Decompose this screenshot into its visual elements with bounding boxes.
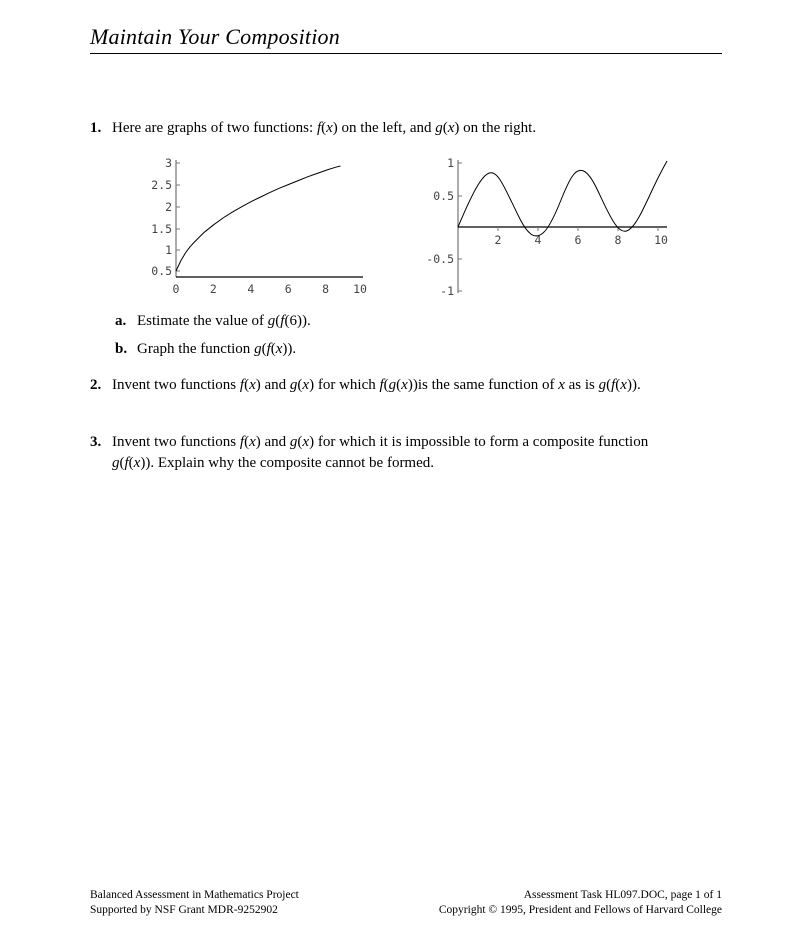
footer-right xyxy=(439,888,722,918)
f-xtick-8: 8 xyxy=(322,282,330,296)
q1-part-2: ( xyxy=(321,120,327,136)
q3-math-x3: x xyxy=(133,455,141,471)
q2-math-x4: x xyxy=(558,377,565,393)
q1-math-x1: x xyxy=(326,120,333,136)
q1-math-g: g xyxy=(435,120,443,136)
f-curve xyxy=(176,166,341,271)
q1-part-4: ( xyxy=(442,120,448,136)
q2-part-8: ))is the same function of xyxy=(407,377,559,393)
footer-left-line-2: Supported by NSF Grant MDR-9252902 xyxy=(90,904,278,916)
qb-part-4: )). xyxy=(282,341,297,357)
q3-part-2: ( xyxy=(244,434,250,450)
q2-part-1: Invent two functions xyxy=(112,377,240,393)
q3-part-5: ) for which it is impossible to form a composite function xyxy=(309,434,649,450)
f-ytick-2.5: 2.5 xyxy=(151,178,172,192)
q2-part-4: ( xyxy=(297,377,303,393)
question-3-number: 3. xyxy=(90,434,102,450)
q3-math-f1: f xyxy=(239,434,245,450)
f-xtick-2: 2 xyxy=(209,282,217,296)
figure-f-graph xyxy=(140,152,380,304)
question-2 xyxy=(90,375,690,396)
q2-math-g3: g xyxy=(598,377,607,393)
f-xtick-6: 6 xyxy=(284,282,292,296)
q1-math-f: f xyxy=(316,120,322,136)
title-divider xyxy=(90,53,722,54)
q2-part-12: )). xyxy=(626,377,641,393)
q2-math-x5: x xyxy=(620,377,627,393)
qb-math-x: x xyxy=(275,341,283,357)
question-3-text xyxy=(112,432,690,474)
q2-math-f3: f xyxy=(611,377,616,393)
question-1-text xyxy=(112,118,536,139)
footer-left-line-1: Balanced Assessment in Mathematics Project xyxy=(90,889,299,901)
q3-math-g1: g xyxy=(289,434,298,450)
f-ytick-2: 2 xyxy=(165,200,172,214)
g-xtick-10: 10 xyxy=(654,233,668,247)
f-xtick-0: 0 xyxy=(172,282,180,296)
q2-math-x2: x xyxy=(302,377,310,393)
document-header xyxy=(90,24,722,54)
q2-part-3: ) and xyxy=(255,377,290,393)
q2-part-9: as is xyxy=(564,377,599,393)
question-1-number: 1. xyxy=(90,120,102,136)
q2-math-g1: g xyxy=(289,377,298,393)
g-ytick-neg0.5: -0.5 xyxy=(426,252,454,266)
q1-part-1: Here are graphs of two functions: xyxy=(112,120,317,136)
question-1a xyxy=(115,311,535,332)
qa-part-3: (6)). xyxy=(284,313,311,329)
page-title: Maintain Your Composition xyxy=(90,24,340,49)
g-xtick-2: 2 xyxy=(494,233,502,247)
q2-math-f2: f xyxy=(379,377,384,393)
footer-right-line-2: Copyright © 1995, President and Fellows of Harvard College xyxy=(438,904,722,916)
f-xtick-10: 10 xyxy=(353,282,367,296)
qb-part-1: Graph the function xyxy=(137,341,255,357)
g-xtick-8: 8 xyxy=(614,233,622,247)
q3-math-f2: f xyxy=(124,455,129,471)
figure-g-graph xyxy=(420,152,685,304)
q3-math-x2: x xyxy=(302,434,310,450)
q3-math-x1: x xyxy=(249,434,256,450)
q2-part-10: ( xyxy=(606,377,612,393)
q1-math-x2: x xyxy=(447,120,455,136)
q3-part-6: ( xyxy=(119,455,125,471)
question-2-text xyxy=(112,375,641,396)
qb-part-2: ( xyxy=(261,341,267,357)
footer-right-line-1: Assessment Task HL097.DOC, page 1 of 1 xyxy=(523,889,722,901)
qb-math-f: f xyxy=(266,341,271,357)
q2-math-g2: g xyxy=(388,377,397,393)
q2-math-f1: f xyxy=(239,377,245,393)
q3-part-8: )). Explain why the composite cannot be formed. xyxy=(140,455,435,471)
g-ytick-0.5: 0.5 xyxy=(433,189,454,203)
question-1a-letter: a. xyxy=(115,313,127,329)
f-ytick-3: 3 xyxy=(165,156,172,170)
q2-part-2: ( xyxy=(244,377,250,393)
q2-part-11: ( xyxy=(615,377,621,393)
q3-part-1: Invent two functions xyxy=(112,434,240,450)
qb-part-3: ( xyxy=(270,341,276,357)
g-xtick-6: 6 xyxy=(574,233,582,247)
q1-part-5: ) on the right. xyxy=(454,120,537,136)
question-1 xyxy=(90,118,730,139)
g-ytick-1: 1 xyxy=(447,156,454,170)
q3-part-3: ) and xyxy=(255,434,290,450)
footer-left xyxy=(90,888,299,918)
q2-math-x1: x xyxy=(249,377,256,393)
question-1b-letter: b. xyxy=(115,341,128,357)
f-ytick-1.5: 1.5 xyxy=(151,222,172,236)
g-graph-svg xyxy=(420,152,685,304)
g-curve xyxy=(458,161,667,236)
qb-math-g: g xyxy=(254,341,262,357)
f-graph-svg xyxy=(140,152,380,304)
g-xtick-4: 4 xyxy=(534,233,542,247)
q3-math-g2: g xyxy=(112,455,120,471)
q2-part-6: ( xyxy=(383,377,389,393)
qa-math-g: g xyxy=(267,313,276,329)
q3-part-7: ( xyxy=(128,455,134,471)
f-xtick-4: 4 xyxy=(247,282,255,296)
q2-math-x3: x xyxy=(401,377,408,393)
question-1a-text xyxy=(137,311,311,332)
qa-math-f: f xyxy=(280,313,285,329)
q2-part-5: ) for which xyxy=(309,377,380,393)
q3-part-4: ( xyxy=(297,434,303,450)
question-2-number: 2. xyxy=(90,377,102,393)
question-1b xyxy=(115,339,535,360)
f-ytick-0.5: 0.5 xyxy=(151,264,172,278)
question-1b-text xyxy=(137,339,296,360)
qa-part-1: Estimate the value of xyxy=(137,313,268,329)
qa-part-2: ( xyxy=(275,313,281,329)
q2-part-7: ( xyxy=(396,377,402,393)
question-3 xyxy=(90,432,690,474)
f-ytick-1: 1 xyxy=(165,243,172,257)
page-footer xyxy=(90,888,722,918)
g-ytick-neg1: -1 xyxy=(440,284,454,298)
q1-part-3: ) on the left, and xyxy=(332,120,436,136)
